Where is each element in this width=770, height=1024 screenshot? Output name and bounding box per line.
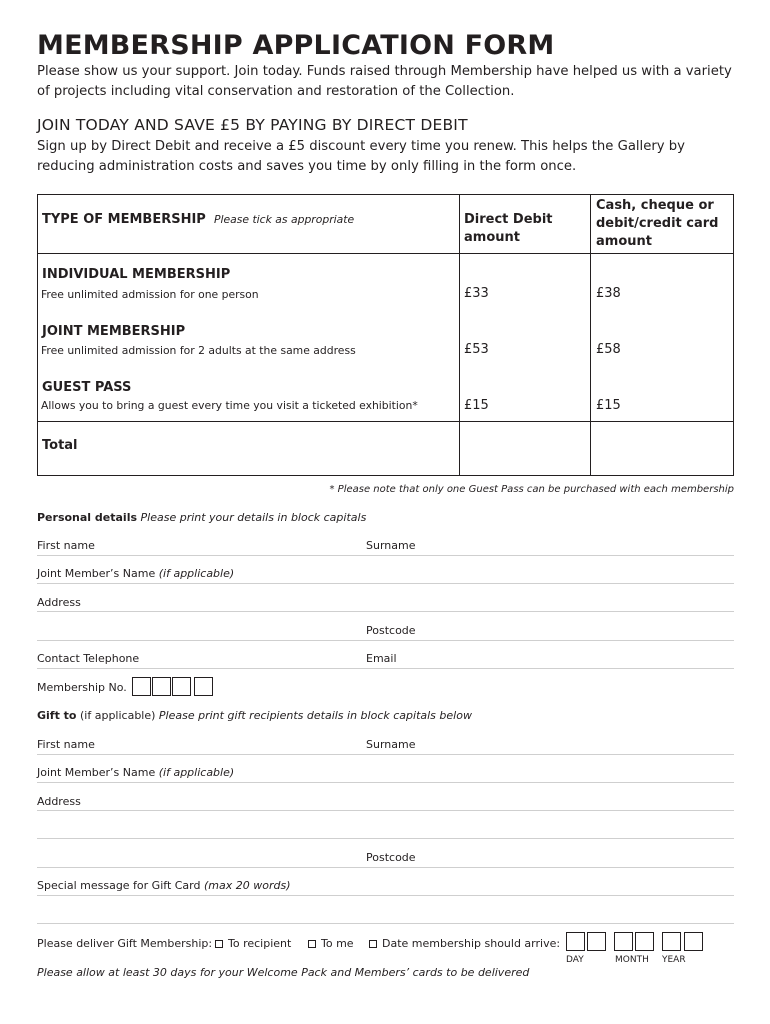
table-total-rule [38, 421, 733, 422]
day-box[interactable] [566, 932, 585, 951]
gift-address-line-2[interactable] [37, 838, 734, 839]
joint-member-name-label[interactable] [37, 567, 234, 580]
date-option[interactable] [369, 937, 560, 950]
table-header-rule [38, 253, 733, 254]
special-message-text: Special message for Gift Card [37, 879, 201, 892]
joint-membership-desc: Free unlimited admission for 2 adults at the same address [41, 344, 356, 357]
type-hint: Please tick as appropriate [213, 213, 355, 226]
gift-joint-member-name-label[interactable] [37, 766, 234, 779]
day-box[interactable] [587, 932, 606, 951]
special-message-label[interactable] [37, 879, 291, 892]
individual-cash-price[interactable]: £38 [596, 286, 621, 301]
gift-address-line[interactable] [37, 810, 734, 811]
total-label: Total [42, 438, 78, 453]
individual-membership-label: INDIVIDUAL MEMBERSHIP [42, 267, 231, 282]
first-name-line[interactable] [37, 555, 734, 556]
joint-dd-price[interactable]: £53 [464, 342, 489, 357]
joint-membership-label: JOINT MEMBERSHIP [42, 324, 186, 339]
year-box[interactable] [662, 932, 681, 951]
to-recipient-label: To recipient [228, 937, 292, 950]
gift-if-applicable: (if applicable) [80, 709, 156, 722]
gift-hint: Please print gift recipients details in block capitals below [158, 709, 472, 722]
joint-cash-price[interactable]: £58 [596, 342, 621, 357]
membership-table [37, 194, 734, 476]
checkbox-icon[interactable] [369, 940, 377, 948]
cash-column-header: Cash, cheque or debit/credit card amount [596, 198, 719, 249]
gift-postcode-label[interactable]: Postcode [366, 851, 416, 864]
postcode-line[interactable] [37, 640, 734, 641]
gift-joint-if-applicable: (if applicable) [158, 766, 235, 779]
form-title: MEMBERSHIP APPLICATION FORM [37, 30, 555, 61]
table-divider [590, 195, 591, 475]
guest-dd-price[interactable]: £15 [464, 398, 489, 413]
gift-joint-name-line[interactable] [37, 782, 734, 783]
type-heading: TYPE OF MEMBERSHIP [42, 212, 206, 227]
gift-joint-name-text: Joint Member’s Name [37, 766, 156, 779]
table-divider [459, 195, 460, 475]
membership-no-box[interactable] [152, 677, 171, 696]
address-line[interactable] [37, 611, 734, 612]
telephone-line[interactable] [37, 668, 734, 669]
special-message-line-2[interactable] [37, 923, 734, 924]
month-box[interactable] [635, 932, 654, 951]
deliver-gift-label: Please deliver Gift Membership: [37, 937, 213, 950]
month-label: MONTH [615, 955, 649, 965]
surname-label[interactable]: Surname [366, 539, 416, 552]
to-me-option[interactable] [308, 937, 354, 950]
individual-dd-price[interactable]: £33 [464, 286, 489, 301]
day-label: DAY [566, 955, 584, 965]
delivery-note: Please allow at least 30 days for your Welcome Pack and Members’ cards to be delivered [37, 966, 530, 979]
gift-heading [37, 709, 472, 722]
postcode-label[interactable]: Postcode [366, 624, 416, 637]
email-label[interactable]: Email [366, 652, 397, 665]
intro-text: Please show us your support. Join today. Funds raised through Membership have helped us with a variety of projects including vital conservation and restoration of the Collection. [37, 64, 732, 99]
guest-pass-footnote: * Please note that only one Guest Pass can be purchased with each membership [329, 484, 734, 495]
guest-cash-price[interactable]: £15 [596, 398, 621, 413]
joint-name-line[interactable] [37, 583, 734, 584]
gift-first-name-line[interactable] [37, 754, 734, 755]
gift-heading-bold: Gift to [37, 709, 77, 722]
individual-membership-desc: Free unlimited admission for one person [41, 288, 259, 301]
to-me-label: To me [321, 937, 354, 950]
guest-pass-desc: Allows you to bring a guest every time you visit a ticketed exhibition* [41, 399, 418, 412]
joint-name-text: Joint Member’s Name [37, 567, 156, 580]
month-box[interactable] [614, 932, 633, 951]
to-recipient-option[interactable] [215, 937, 291, 950]
membership-no-box[interactable] [132, 677, 151, 696]
address-label[interactable]: Address [37, 596, 81, 609]
gift-address-label[interactable]: Address [37, 795, 81, 808]
personal-details-heading [37, 511, 366, 524]
special-message-line[interactable] [37, 895, 734, 896]
year-label: YEAR [662, 955, 686, 965]
max-words-hint: (max 20 words) [204, 879, 291, 892]
date-arrive-label: Date membership should arrive: [382, 937, 561, 950]
membership-no-label: Membership No. [37, 681, 127, 694]
membership-no-box[interactable] [172, 677, 191, 696]
checkbox-icon[interactable] [215, 940, 223, 948]
gift-first-name-label[interactable]: First name [37, 738, 95, 751]
guest-pass-label: GUEST PASS [42, 380, 132, 395]
personal-heading-bold: Personal details [37, 511, 138, 524]
telephone-label[interactable]: Contact Telephone [37, 652, 140, 665]
first-name-label[interactable]: First name [37, 539, 95, 552]
year-box[interactable] [684, 932, 703, 951]
direct-debit-text: Sign up by Direct Debit and receive a £5 discount every time you renew. This helps the Gallery by reducing administration costs and saves you time by only filling in the form once. [37, 139, 685, 174]
direct-debit-column-header: Direct Debit amount [464, 212, 553, 245]
checkbox-icon[interactable] [308, 940, 316, 948]
membership-no-box[interactable] [194, 677, 213, 696]
joint-if-applicable: (if applicable) [158, 567, 235, 580]
gift-surname-label[interactable]: Surname [366, 738, 416, 751]
gift-postcode-line[interactable] [37, 867, 734, 868]
direct-debit-heading: JOIN TODAY AND SAVE £5 BY PAYING BY DIRECT DEBIT [37, 116, 468, 134]
type-header [42, 212, 354, 227]
personal-hint: Please print your details in block capitals [140, 511, 367, 524]
